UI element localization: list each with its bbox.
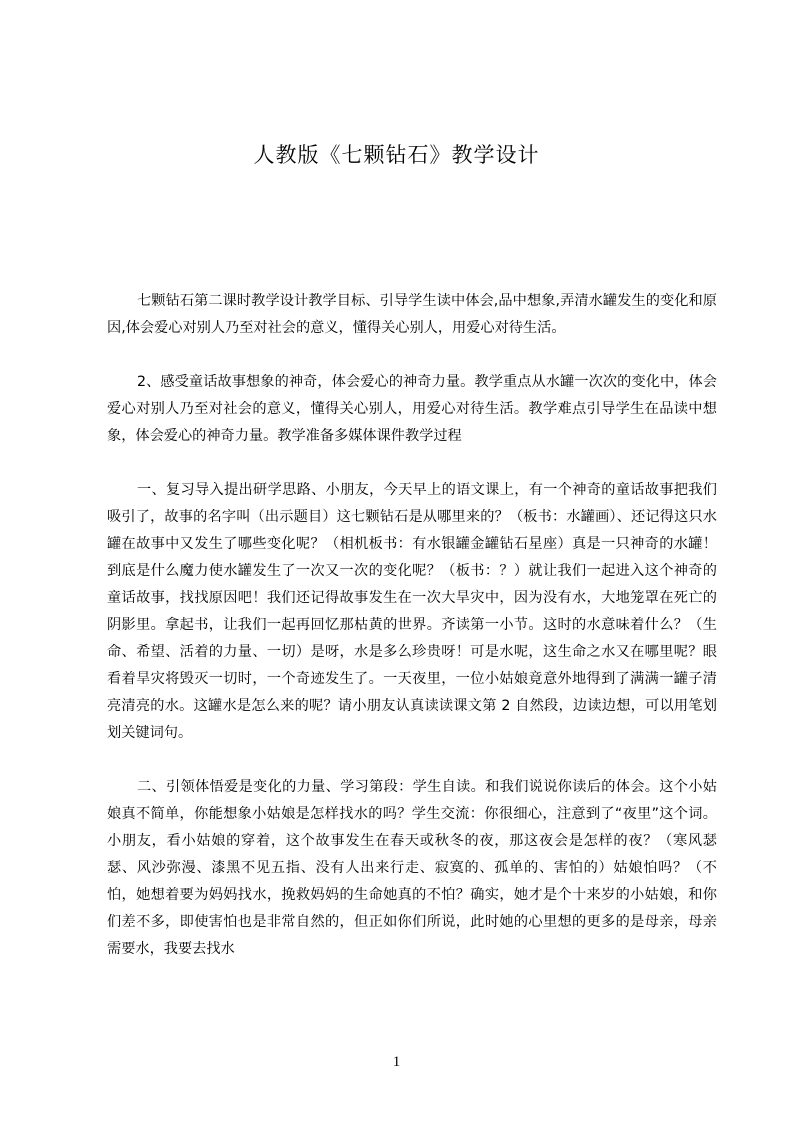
document-title: 人教版《七颗钻石》教学设计 <box>253 143 540 167</box>
paragraph-review-intro: 一、复习导入提出研学思路、小朋友，今天早上的语文课上，有一个神奇的童话故事把我们吸引了，故事的名字叫（出示题目）这七颗钻石是从哪里来的？（板书：水罐画）、还记得这只水罐在故事中又发生了哪些变化呢？（相机板书：有水银罐金罐钻石星座）真是一只神奇的水罐！到底是什么魔力使水罐发生了一次又一次的变化呢？（板书：？）就让我们一起进入这个神奇的童话故事，找找原因吧！我们还记得故事发生在一次大旱灾中，因为没有水，大地笼罩在死亡的阴影里。拿起书，让我们一起再回忆那枯黄的世界。齐读第一小节。这时的水意味着什么？（生命、希望、活着的力量、一切）是呀，水是多么珍贵呀！可是水呢，这生命之水又在哪里呢？眼看着旱灾将毁灭一切时，一个奇迹发生了。一天夜里，一位小姑娘竟意外地得到了满满一罐子清亮清亮的水。这罐水是怎么来的呢？请小朋友认真读读课文第 2 自然段，边读边想，可以用笔划划关键词句。 <box>107 482 717 741</box>
paragraph-key-points: 2、感受童话故事想象的神奇，体会爱心的神奇力量。教学重点从水罐一次次的变化中，体会爱心对别人乃至对社会的意义，懂得关心别人，用爱心对待生活。教学难点引导学生在品读中想象，体会爱心的神奇力量。教学准备多媒体课件教学过程 <box>107 374 717 444</box>
document-body <box>107 288 717 990</box>
page-number: 1 <box>392 1054 401 1070</box>
paragraph-guided-reading: 二、引领体悟爱是变化的力量、学习第段：学生自读。和我们说说你读后的体会。这个小姑娘真不简单，你能想象小姑娘是怎样找水的吗？学生交流：你很细心，注意到了“夜里”这个词。小朋友，看小姑娘的穿着，这个故事发生在春天或秋冬的夜，那这夜会是怎样的夜？（寒风瑟瑟、风沙弥漫、漆黑不见五指、没有人出来行走、寂寞的、孤单的、害怕的）姑娘怕吗？（不怕，她想着要为妈妈找水，挽救妈妈的生命她真的不怕？确实，她才是个十来岁的小姑娘，和你们差不多，即使害怕也是非常自然的，但正如你们所说，此时她的心里想的更多的是母亲，母亲需要水，我要去找水 <box>107 779 717 957</box>
paragraph-objectives: 七颗钻石第二课时教学设计教学目标、引导学生读中体会,品中想象,弄清水罐发生的变化和原因,体会爱心对别人乃至对社会的意义，懂得关心别人，用爱心对待生活。 <box>107 293 717 336</box>
